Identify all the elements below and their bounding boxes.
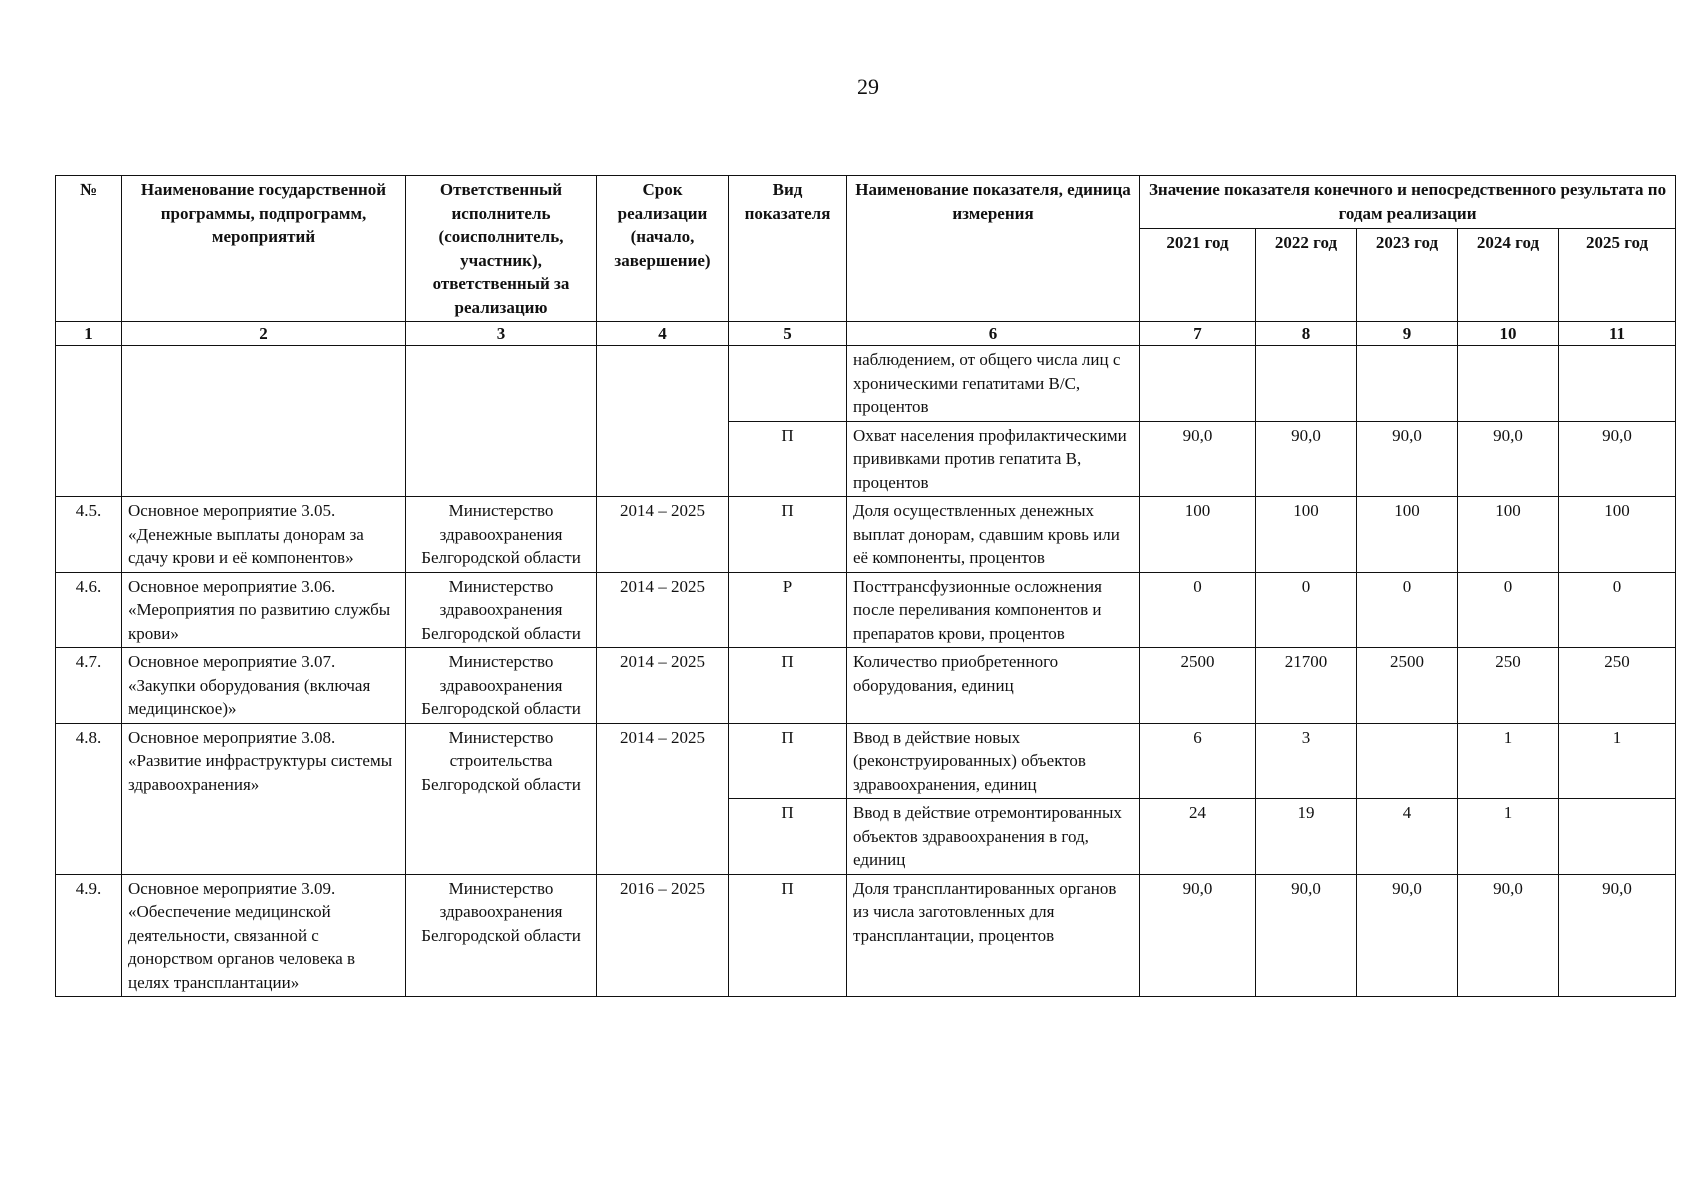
- row-value: 19: [1256, 799, 1357, 875]
- row-indicator: Охват населения профилактическими прививками против гепатита В, процентов: [847, 421, 1140, 497]
- row-value: 100: [1559, 497, 1676, 573]
- row-name: Основное мероприятие 3.08. «Развитие инфраструктуры системы здравоохранения»: [122, 723, 406, 874]
- row-value: [1357, 346, 1458, 422]
- row-kind: П: [729, 421, 847, 497]
- row-value: 0: [1559, 572, 1676, 648]
- row-kind: П: [729, 799, 847, 875]
- row-value: 0: [1357, 572, 1458, 648]
- row-responsible: Министерство здравоохранения Белгородской области: [406, 648, 597, 724]
- row-value: 2500: [1140, 648, 1256, 724]
- header-responsible: Ответственный исполнитель (соисполнитель, участник), ответственный за реализацию: [406, 176, 597, 322]
- row-kind: П: [729, 723, 847, 799]
- table-row: [56, 648, 1676, 724]
- row-value: [1559, 346, 1676, 422]
- page-number: 29: [857, 74, 879, 99]
- column-index: 10: [1458, 322, 1559, 346]
- header-year: 2024 год: [1458, 229, 1559, 322]
- row-num: 4.8.: [56, 723, 122, 874]
- row-value: 0: [1140, 572, 1256, 648]
- row-responsible: Министерство здравоохранения Белгородской области: [406, 572, 597, 648]
- column-index: 7: [1140, 322, 1256, 346]
- row-name: Основное мероприятие 3.05. «Денежные выплаты донорам за сдачу крови и её компонентов»: [122, 497, 406, 573]
- row-value: 0: [1458, 572, 1559, 648]
- row-value: 1: [1458, 799, 1559, 875]
- row-name: [122, 346, 406, 497]
- row-value: 2500: [1357, 648, 1458, 724]
- row-value: 90,0: [1357, 874, 1458, 997]
- row-num: [56, 346, 122, 497]
- row-value: 250: [1458, 648, 1559, 724]
- row-num: 4.6.: [56, 572, 122, 648]
- row-value: 100: [1458, 497, 1559, 573]
- row-value: 24: [1140, 799, 1256, 875]
- row-kind: Р: [729, 572, 847, 648]
- column-index: 4: [597, 322, 729, 346]
- row-value: 6: [1140, 723, 1256, 799]
- header-year: 2021 год: [1140, 229, 1256, 322]
- row-value: 90,0: [1458, 874, 1559, 997]
- table-row: [56, 723, 1676, 799]
- row-indicator: Доля осуществленных денежных выплат донорам, сдавшим кровь или её компоненты, процентов: [847, 497, 1140, 573]
- column-index: 2: [122, 322, 406, 346]
- row-responsible: Министерство строительства Белгородской области: [406, 723, 597, 874]
- row-value: 0: [1256, 572, 1357, 648]
- row-value: 90,0: [1256, 874, 1357, 997]
- row-value: [1256, 346, 1357, 422]
- row-term: 2014 – 2025: [597, 648, 729, 724]
- column-index: 5: [729, 322, 847, 346]
- row-value: [1559, 799, 1676, 875]
- row-responsible: Министерство здравоохранения Белгородской области: [406, 497, 597, 573]
- row-value: 90,0: [1140, 421, 1256, 497]
- row-name: Основное мероприятие 3.07. «Закупки оборудования (включая медицинское)»: [122, 648, 406, 724]
- row-value: 100: [1256, 497, 1357, 573]
- row-value: 4: [1357, 799, 1458, 875]
- row-value: 90,0: [1256, 421, 1357, 497]
- row-value: 3: [1256, 723, 1357, 799]
- row-term: 2014 – 2025: [597, 723, 729, 874]
- row-value: [1357, 723, 1458, 799]
- table-row: [56, 874, 1676, 997]
- table-row: [56, 346, 1676, 422]
- row-indicator: Ввод в действие отремонтированных объектов здравоохранения в год, единиц: [847, 799, 1140, 875]
- header-year: 2025 год: [1559, 229, 1676, 322]
- header-year: 2022 год: [1256, 229, 1357, 322]
- column-index: 9: [1357, 322, 1458, 346]
- indicator-table: [55, 175, 1676, 997]
- header-name: Наименование государственной программы, подпрограмм, мероприятий: [122, 176, 406, 322]
- row-value: 100: [1357, 497, 1458, 573]
- row-name: Основное мероприятие 3.06. «Мероприятия по развитию службы крови»: [122, 572, 406, 648]
- row-value: 90,0: [1140, 874, 1256, 997]
- header-year: 2023 год: [1357, 229, 1458, 322]
- header-indicator: Наименование показателя, единица измерения: [847, 176, 1140, 322]
- row-indicator: наблюдением, от общего числа лиц с хроническими гепатитами В/С, процентов: [847, 346, 1140, 422]
- row-indicator: Количество приобретенного оборудования, единиц: [847, 648, 1140, 724]
- row-value: 100: [1140, 497, 1256, 573]
- row-term: 2014 – 2025: [597, 572, 729, 648]
- header-value-group: Значение показателя конечного и непосредственного результата по годам реализации: [1140, 176, 1676, 229]
- header-term: Срок реализации (начало, завершение): [597, 176, 729, 322]
- row-num: 4.5.: [56, 497, 122, 573]
- row-indicator: Доля трансплантированных органов из числа заготовленных для трансплантации, процентов: [847, 874, 1140, 997]
- column-index: 8: [1256, 322, 1357, 346]
- table-row: [56, 572, 1676, 648]
- row-kind: П: [729, 648, 847, 724]
- row-num: 4.9.: [56, 874, 122, 997]
- table-row: [56, 497, 1676, 573]
- column-index: 6: [847, 322, 1140, 346]
- row-value: 90,0: [1458, 421, 1559, 497]
- row-kind: П: [729, 874, 847, 997]
- row-name: Основное мероприятие 3.09. «Обеспечение медицинской деятельности, связанной с донорством органов человека в целях трансплантации»: [122, 874, 406, 997]
- column-index: 3: [406, 322, 597, 346]
- row-value: 1: [1559, 723, 1676, 799]
- row-term: 2016 – 2025: [597, 874, 729, 997]
- row-value: 250: [1559, 648, 1676, 724]
- row-value: 90,0: [1357, 421, 1458, 497]
- row-indicator: Ввод в действие новых (реконструированных) объектов здравоохранения, единиц: [847, 723, 1140, 799]
- row-num: 4.7.: [56, 648, 122, 724]
- row-kind: [729, 346, 847, 422]
- header-num: №: [56, 176, 122, 322]
- row-value: [1458, 346, 1559, 422]
- row-value: 1: [1458, 723, 1559, 799]
- header-row: [56, 176, 1676, 229]
- row-value: 21700: [1256, 648, 1357, 724]
- row-value: [1140, 346, 1256, 422]
- column-index: 1: [56, 322, 122, 346]
- row-kind: П: [729, 497, 847, 573]
- row-value: 90,0: [1559, 421, 1676, 497]
- row-term: [597, 346, 729, 497]
- row-responsible: Министерство здравоохранения Белгородской области: [406, 874, 597, 997]
- header-kind: Вид показателя: [729, 176, 847, 322]
- row-indicator: Посттрансфузионные осложнения после переливания компонентов и препаратов крови, процентов: [847, 572, 1140, 648]
- row-value: 90,0: [1559, 874, 1676, 997]
- row-term: 2014 – 2025: [597, 497, 729, 573]
- column-index-row: [56, 322, 1676, 346]
- column-index: 11: [1559, 322, 1676, 346]
- row-responsible: [406, 346, 597, 497]
